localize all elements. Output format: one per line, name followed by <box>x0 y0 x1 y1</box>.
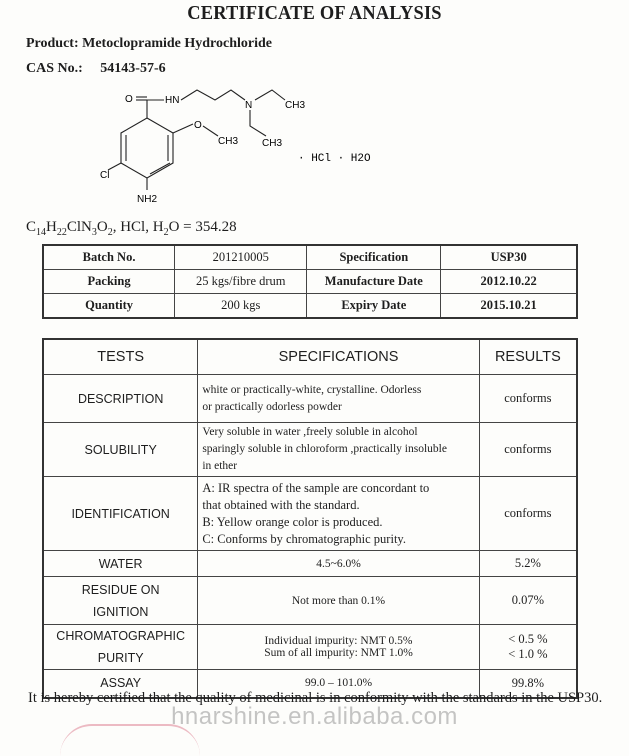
batch-label-cell: Packing <box>43 270 175 294</box>
bond <box>173 124 193 133</box>
test-name-cell <box>43 551 198 577</box>
ethyl-bond <box>250 110 266 136</box>
specification-cell <box>198 577 479 625</box>
test-name-cell <box>43 477 198 551</box>
table-row <box>43 375 577 423</box>
batch-label-cell: Batch No. <box>43 245 175 270</box>
test-line: RESIDUE ON <box>81 582 160 597</box>
methoxy-o: O <box>194 120 202 131</box>
document-title: CERTIFICATE OF ANALYSIS <box>187 2 442 24</box>
cas-line <box>26 61 166 77</box>
result-cell <box>479 551 577 577</box>
test-name-cell <box>43 423 198 477</box>
spec-line: sparingly soluble in chloroform ,practically insoluble <box>202 443 447 455</box>
test-line: CHROMATOGRAPHIC <box>56 629 186 643</box>
specification-cell <box>198 375 479 423</box>
test-name-cell <box>43 577 198 625</box>
test-name-cell <box>43 625 198 670</box>
specification-cell <box>198 551 479 577</box>
batch-info-table <box>42 244 578 319</box>
watermark: hnarshine.en.alibaba.com <box>171 703 458 730</box>
test-line: SOLUBILITY <box>84 442 157 457</box>
chain-bond <box>181 90 245 100</box>
result-line: 5.2% <box>514 556 541 570</box>
header-results: RESULTS <box>479 339 577 375</box>
result-cell <box>479 577 577 625</box>
test-line: DESCRIPTION <box>77 391 164 406</box>
table-row <box>43 423 577 477</box>
result-line: < 1.0 % <box>508 647 548 661</box>
table-row <box>43 270 577 294</box>
product-name: Metoclopramide Hydrochloride <box>82 36 272 51</box>
result-line: 99.8% <box>511 675 544 690</box>
batch-value-cell: 201210005 <box>175 245 307 270</box>
batch-value-cell: 25 kgs/fibre drum <box>175 270 307 294</box>
product-label: Product: <box>26 36 79 51</box>
batch-label-cell: Manufacture Date <box>307 270 441 294</box>
test-line: IGNITION <box>92 604 149 619</box>
spec-line: Very soluble in water ,freely soluble in alcohol <box>202 426 418 438</box>
batch-value-cell: 2015.10.21 <box>441 294 577 319</box>
carbonyl-o: O <box>125 94 133 105</box>
result-line: 0.07% <box>511 593 544 607</box>
stamp-mark <box>60 724 200 756</box>
spec-line: white or practically-white, crystalline. Odorless <box>202 383 422 396</box>
spec-line: that obtained with the standard. <box>202 497 360 512</box>
ch3-label: CH3 <box>285 100 306 111</box>
amine-n: N <box>245 100 253 111</box>
result-cell <box>479 477 577 551</box>
spec-line: Sum of all impurity: NMT 1.0% <box>264 647 413 659</box>
batch-value-cell: 2012.10.22 <box>441 270 577 294</box>
batch-label-cell: Quantity <box>43 294 175 319</box>
spec-line: Individual impurity: NMT 0.5% <box>264 635 413 647</box>
bond <box>108 163 121 170</box>
bond <box>203 126 218 136</box>
result-line: conforms <box>504 442 552 456</box>
salt-label: · HCl · H2O <box>298 153 371 165</box>
test-name-cell <box>43 375 198 423</box>
cas-value: 54143-57-6 <box>100 61 166 76</box>
header-tests: TESTS <box>43 339 198 375</box>
chloro-label: Cl <box>100 170 110 181</box>
ring-double-bond <box>150 163 170 174</box>
spec-line: in ether <box>202 460 238 472</box>
table-row <box>43 577 577 625</box>
molecular-formula: $C_{14}H_{22}ClN_3O_2$, HCl, $H_2O = 354.28$ <box>26 219 237 238</box>
result-cell <box>479 375 577 423</box>
chemical-structure-diagram <box>100 86 400 211</box>
specification-cell <box>198 625 479 670</box>
batch-value-cell: 200 kgs <box>175 294 307 319</box>
specifications-table <box>42 338 578 699</box>
table-row <box>43 551 577 577</box>
table-row <box>43 625 577 670</box>
amino-label: NH2 <box>137 194 158 205</box>
ch3-label: CH3 <box>262 138 283 149</box>
batch-label-cell: Expiry Date <box>307 294 441 319</box>
spec-line: Not more than 0.1% <box>291 594 386 607</box>
test-line: PURITY <box>97 651 144 665</box>
result-cell <box>479 625 577 670</box>
result-line: < 0.5 % <box>508 632 548 646</box>
result-line: conforms <box>504 506 552 520</box>
ethyl-bond <box>255 90 285 100</box>
result-line: conforms <box>504 391 552 405</box>
specification-cell <box>198 423 479 477</box>
spec-line: C: Conforms by chromatographic purity. <box>202 531 406 546</box>
batch-value-cell: USP30 <box>441 245 577 270</box>
spec-line: 99.0 – 101.0% <box>304 677 373 690</box>
cas-label: CAS No.: <box>26 61 83 76</box>
test-line: ASSAY <box>100 676 142 691</box>
table-row <box>43 294 577 319</box>
batch-label-cell: Specification <box>307 245 441 270</box>
table-header-row <box>43 339 577 375</box>
specification-cell <box>198 477 479 551</box>
result-cell <box>479 423 577 477</box>
benzene-ring <box>121 118 173 178</box>
spec-line: or practically odorless powder <box>202 400 342 413</box>
ch3-label: CH3 <box>218 136 239 147</box>
table-row <box>43 477 577 551</box>
test-line: WATER <box>98 556 143 571</box>
certification-statement: It is hereby certified that the quality of medicinal is in conformity with the standards in the USP30. <box>28 690 603 706</box>
spec-line: A: IR spectra of the sample are concordant to <box>202 480 430 495</box>
product-line <box>26 36 272 52</box>
table-row <box>43 245 577 270</box>
amide-hn: HN <box>165 95 180 106</box>
spec-line: 4.5~6.0% <box>316 557 361 570</box>
header-specifications: SPECIFICATIONS <box>198 339 479 375</box>
spec-line: B: Yellow orange color is produced. <box>202 514 383 529</box>
test-line: IDENTIFICATION <box>71 506 170 521</box>
